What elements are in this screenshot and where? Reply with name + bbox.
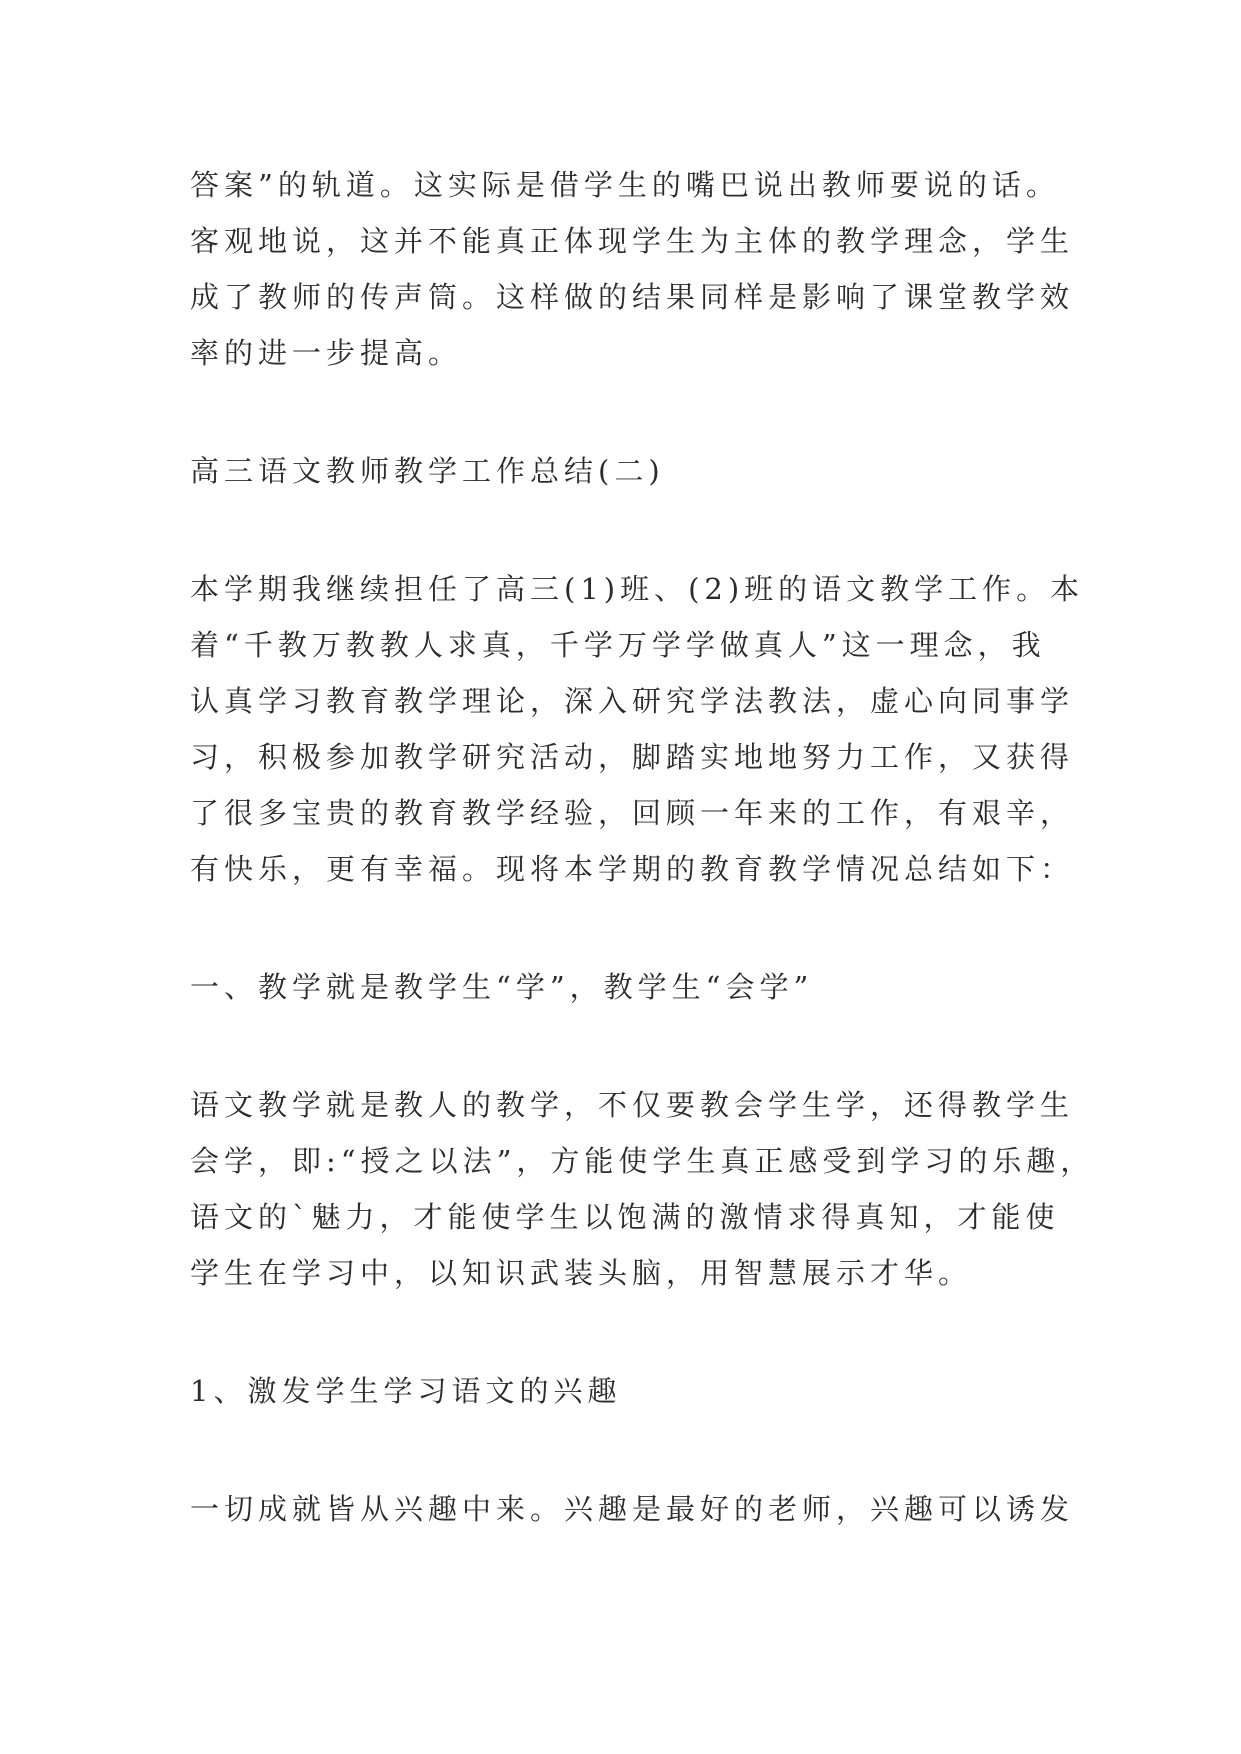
paragraph-2-line-3: 认真学习教育教学理论，深入研究学法教法，虚心向同事学 bbox=[190, 684, 1075, 718]
paragraph-2-line-1: 本学期我继续担任了高三(1)班、(2)班的语文教学工作。本 bbox=[190, 572, 1085, 606]
paragraph-3-line-1: 语文教学就是教人的教学，不仅要教会学生学，还得教学生 bbox=[190, 1088, 1075, 1122]
paragraph-3-line-2: 会学，即:“授之以法”，方能使学生真正感受到学习的乐趣， bbox=[190, 1144, 1095, 1178]
document-title: 高三语文教师教学工作总结(二) bbox=[190, 454, 665, 488]
paragraph-4-line-1: 一切成就皆从兴趣中来。兴趣是最好的老师，兴趣可以诱发 bbox=[190, 1492, 1075, 1526]
paragraph-1-line-2: 客观地说，这并不能真正体现学生为主体的教学理念，学生 bbox=[190, 224, 1075, 258]
paragraph-2-line-2: 着“千教万教教人求真，千学万学学做真人”这一理念，我 bbox=[190, 628, 1046, 662]
subsection-heading-1: 1、激发学生学习语文的兴趣 bbox=[190, 1374, 622, 1408]
paragraph-1-line-1: 答案”的轨道。这实际是借学生的嘴巴说出教师要说的话。 bbox=[190, 168, 1060, 202]
section-heading-1: 一、教学就是教学生“学”，教学生“会学” bbox=[190, 970, 814, 1004]
paragraph-3-line-3: 语文的`魅力，才能使学生以饱满的激情求得真知，才能使 bbox=[190, 1200, 1060, 1234]
paragraph-2-line-4: 习，积极参加教学研究活动，脚踏实地地努力工作，又获得 bbox=[190, 740, 1075, 774]
paragraph-1-line-3: 成了教师的传声筒。这样做的结果同样是影响了课堂教学效 bbox=[190, 280, 1075, 314]
paragraph-2-line-6: 有快乐，更有幸福。现将本学期的教育教学情况总结如下： bbox=[190, 852, 1075, 886]
paragraph-2-line-5: 了很多宝贵的教育教学经验，回顾一年来的工作，有艰辛， bbox=[190, 796, 1075, 830]
paragraph-3-line-4: 学生在学习中，以知识武装头脑，用智慧展示才华。 bbox=[190, 1256, 973, 1290]
paragraph-1-line-4: 率的进一步提高。 bbox=[190, 336, 463, 370]
